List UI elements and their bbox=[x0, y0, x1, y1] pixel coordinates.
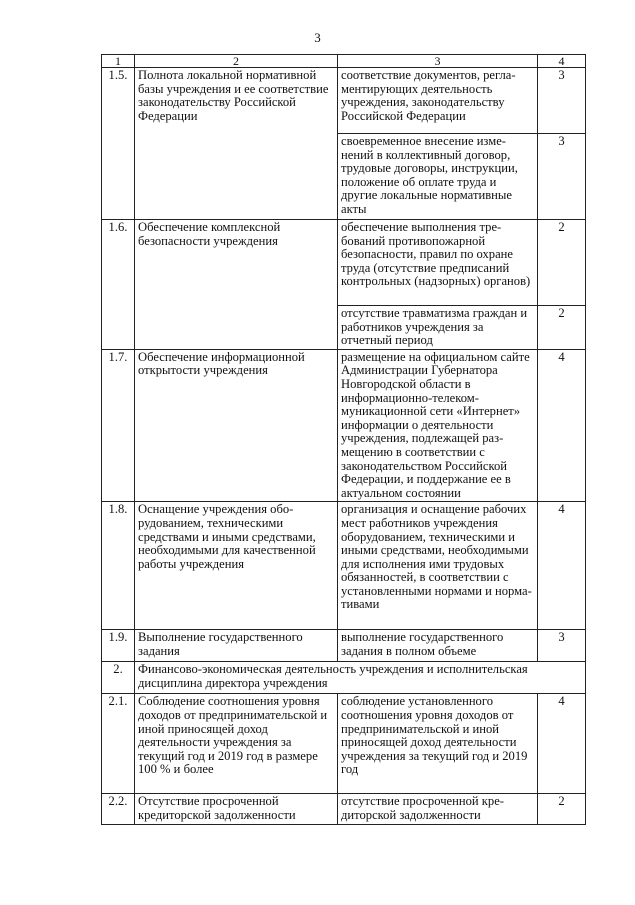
table-row bbox=[102, 502, 586, 630]
indicator-cell: своевременное внесение изменений в коллективный договор, трудовые договоры, инструкции, положение об оплате труда и другие локальные нормативные акты bbox=[338, 134, 538, 220]
column-header: 3 bbox=[338, 55, 538, 68]
column-header: 4 bbox=[538, 55, 586, 68]
criterion-cell: Отсутствие просроченной кредиторской задолженности bbox=[135, 794, 338, 824]
section-number: 2. bbox=[102, 662, 135, 694]
table-header-row bbox=[102, 55, 586, 68]
indicator-cell: организация и оснащение рабочих мест работников учреждения оборудованием, техническими и иными средствами, необходимыми для исполнения ими трудовых обязанностей, в соответствии с установленными нормами и нормативами bbox=[338, 502, 538, 630]
page-number: 3 bbox=[314, 30, 321, 45]
row-number: 1.7. bbox=[102, 349, 135, 502]
criterion-cell: Соблюдение соотношения уровня доходов от предпринимательской и иной приносящей доход деятельности учреждения за текущий год и 2019 год в размере 100 % и более bbox=[135, 694, 338, 794]
table-row bbox=[102, 694, 586, 794]
score-cell: 3 bbox=[538, 134, 586, 220]
table-row bbox=[102, 349, 586, 502]
score-cell: 4 bbox=[538, 349, 586, 502]
row-number: 1.6. bbox=[102, 220, 135, 350]
table-row bbox=[102, 220, 586, 306]
score-cell: 4 bbox=[538, 694, 586, 794]
indicator-cell: соблюдение установленного соотношения уровня доходов от предпринимательской и иной приносящей доход деятельности учреждения за текущий год и 2019 год bbox=[338, 694, 538, 794]
row-number: 2.2. bbox=[102, 794, 135, 824]
score-cell: 2 bbox=[538, 794, 586, 824]
criterion-cell: Обеспечение комплексной безопасности учреждения bbox=[135, 220, 338, 350]
indicator-cell: обеспечение выполнения требований противопожарной безопасности, правил по охране труда (отсутствие предписаний контрольных (надзорных) органов) bbox=[338, 220, 538, 306]
table-row bbox=[102, 794, 586, 824]
score-cell: 2 bbox=[538, 306, 586, 350]
row-number: 1.9. bbox=[102, 630, 135, 662]
table-row bbox=[102, 630, 586, 662]
indicator-cell: выполнение государственного задания в полном объеме bbox=[338, 630, 538, 662]
score-cell: 2 bbox=[538, 220, 586, 306]
criterion-cell: Выполнение государственного задания bbox=[135, 630, 338, 662]
score-cell: 3 bbox=[538, 630, 586, 662]
column-header: 1 bbox=[102, 55, 135, 68]
score-cell: 4 bbox=[538, 502, 586, 630]
indicator-cell: отсутствие просроченной кредиторской задолженности bbox=[338, 794, 538, 824]
column-header: 2 bbox=[135, 55, 338, 68]
row-number: 1.8. bbox=[102, 502, 135, 630]
row-number: 1.5. bbox=[102, 68, 135, 220]
indicator-cell: отсутствие травматизма граждан и работников учреждения за отчетный период bbox=[338, 306, 538, 350]
row-number: 2.1. bbox=[102, 694, 135, 794]
criterion-cell: Обеспечение информационной открытости учреждения bbox=[135, 349, 338, 502]
criterion-cell: Полнота локальной нормативной базы учреждения и ее соответствие законодательству Российской Федерации bbox=[135, 68, 338, 220]
indicator-cell: соответствие документов, регламентирующих деятельность учреждения, законодательству Российской Федерации bbox=[338, 68, 538, 134]
table-row bbox=[102, 68, 586, 134]
indicator-cell: размещение на официальном сайте Администрации Губернатора Новгородской области в информационно-телекоммуникационной сети «Интернет» информации о деятельности учреждения, подлежащей размещению в соответствии с законодательством Российской Федерации, и поддержание ее в актуальном состоянии bbox=[338, 349, 538, 502]
section-row bbox=[102, 662, 586, 694]
criterion-cell: Оснащение учреждения оборудованием, техническими средствами и иными средствами, необходимыми для качественной работы учреждения bbox=[135, 502, 338, 630]
criteria-table bbox=[101, 54, 586, 825]
section-title: Финансово-экономическая деятельность учреждения и исполнительская дисциплина директора учреждения bbox=[135, 662, 586, 694]
score-cell: 3 bbox=[538, 68, 586, 134]
